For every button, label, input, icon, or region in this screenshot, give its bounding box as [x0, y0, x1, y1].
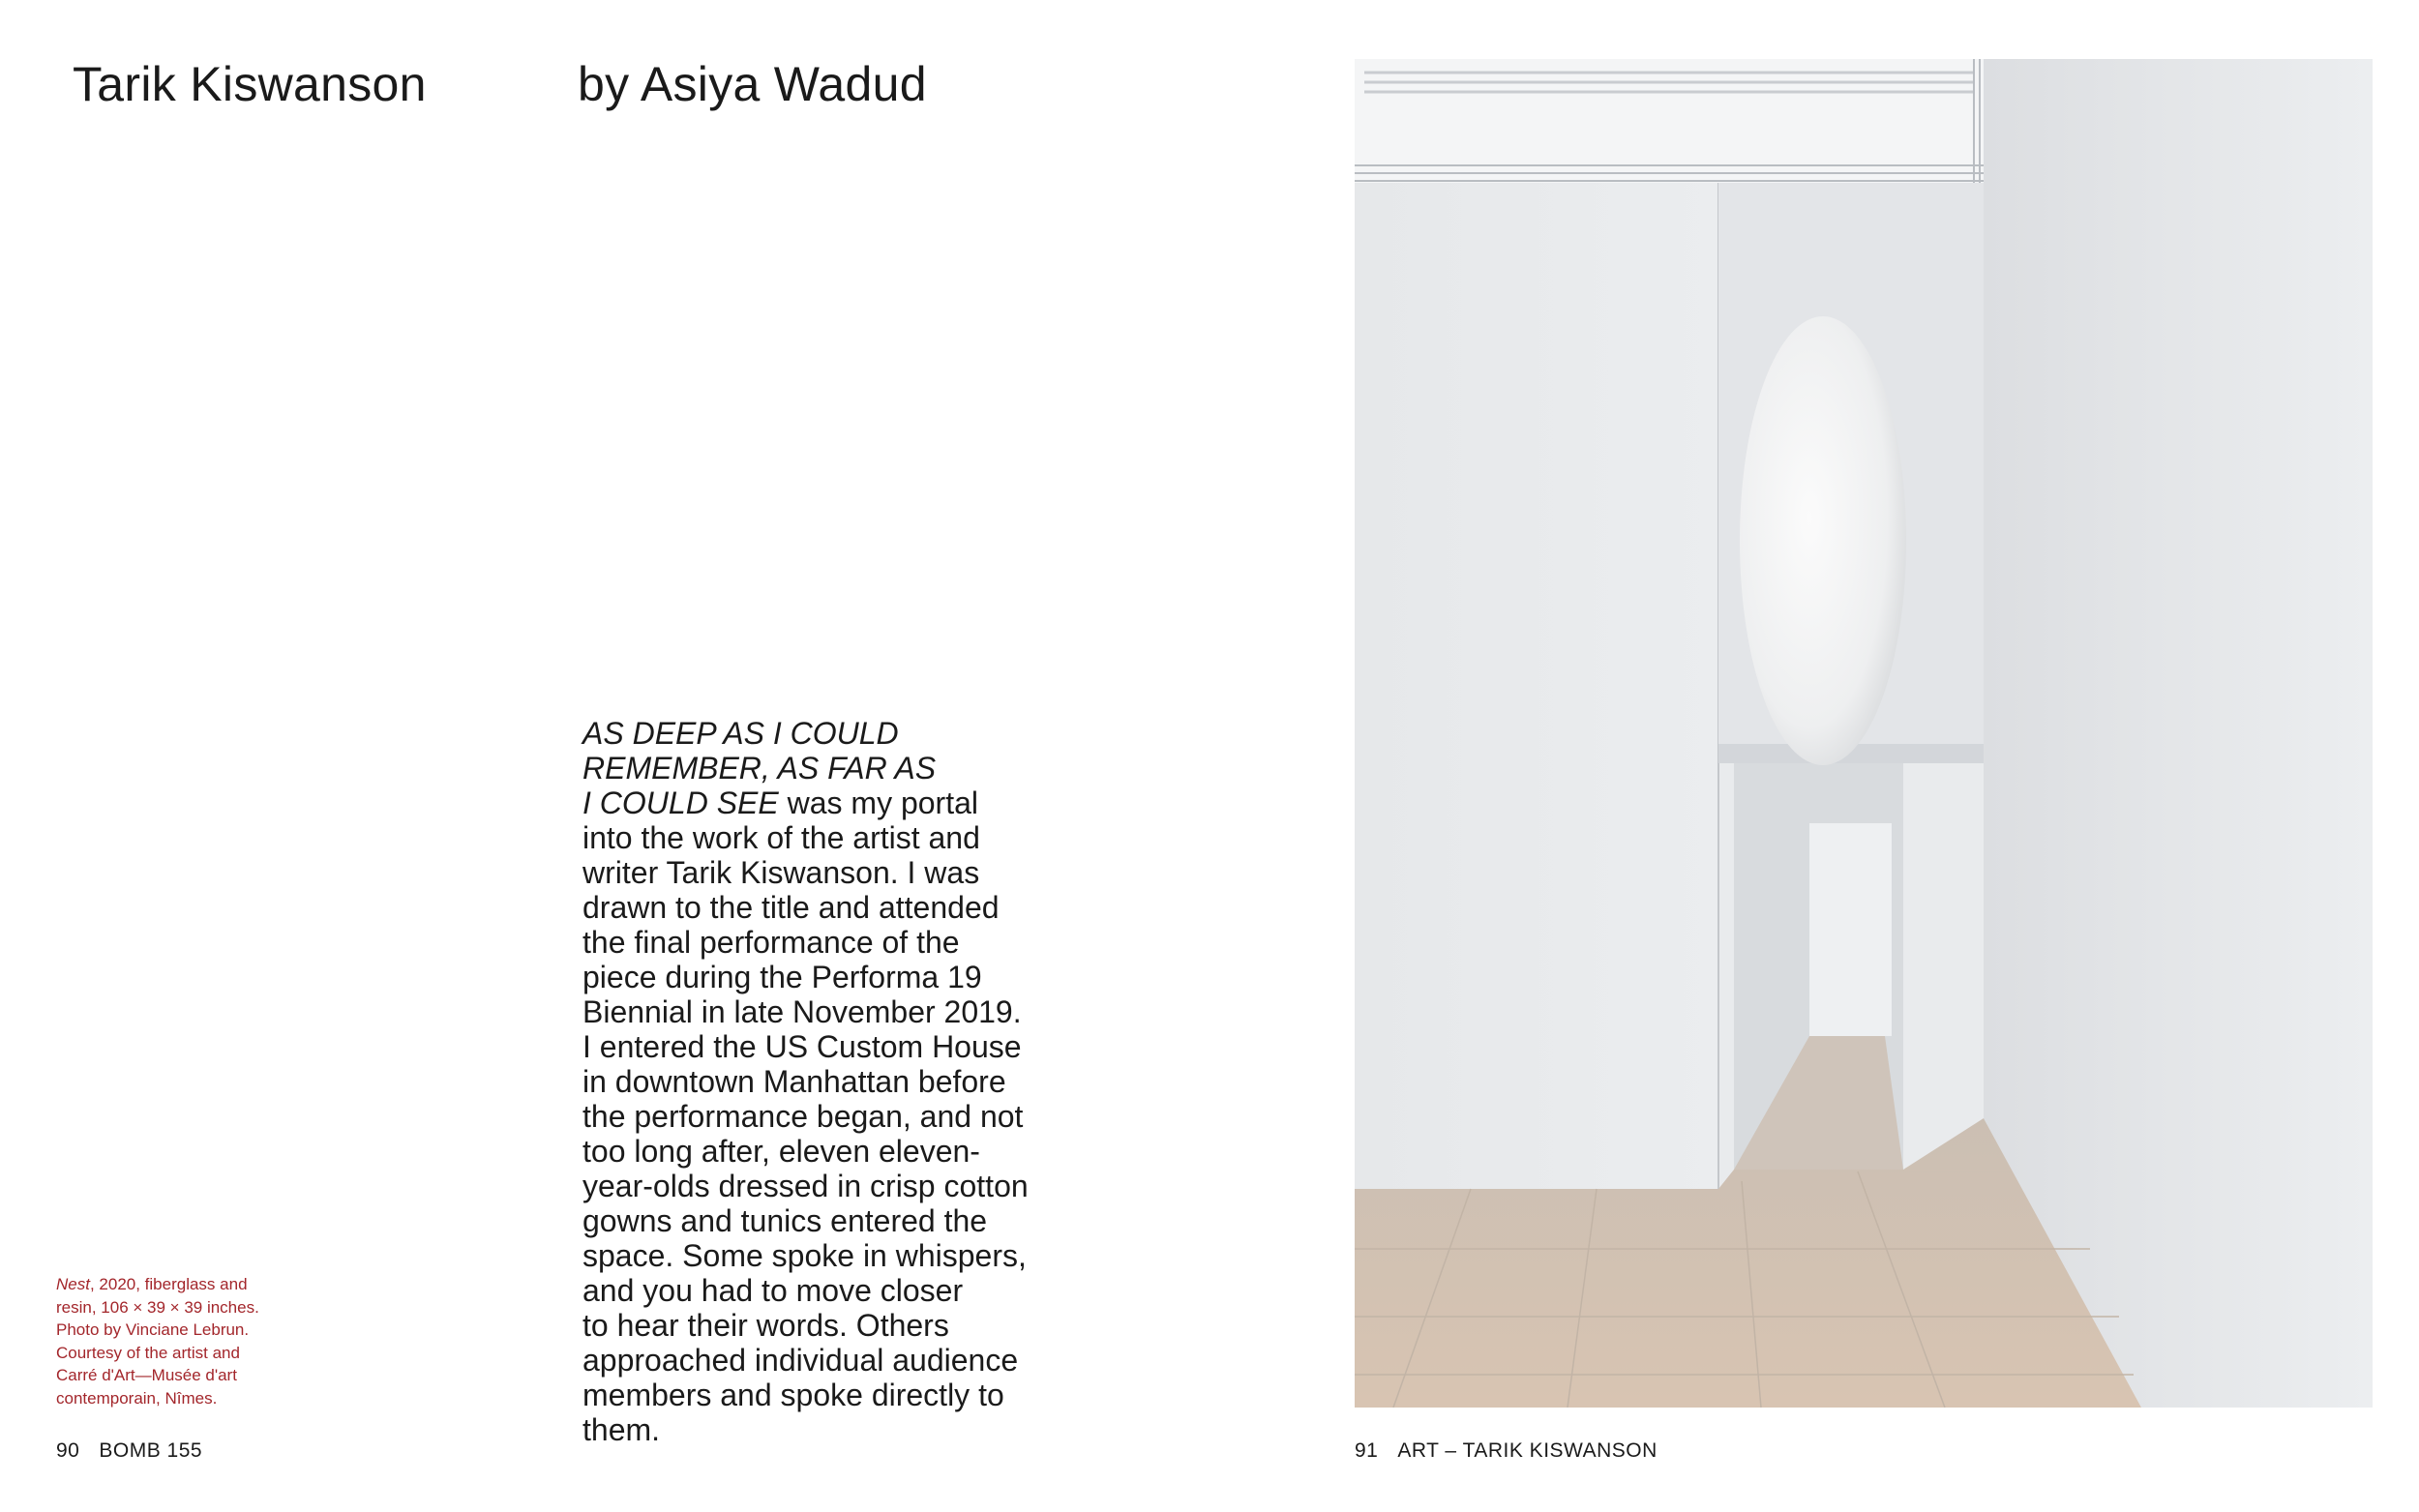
right-wall: [1984, 59, 2373, 1408]
body-line: and you had to move closer: [582, 1273, 964, 1308]
body-line: piece during the Performa 19: [582, 960, 982, 994]
caption-work-title: Nest: [56, 1275, 90, 1293]
body-line: the final performance of the: [582, 925, 960, 960]
caption-line: Courtesy of the artist and: [56, 1343, 240, 1362]
image-caption: [56, 1273, 308, 1409]
body-line: the performance began, and not: [582, 1099, 1024, 1134]
caption-line: resin, 106 × 39 × 39 inches.: [56, 1297, 259, 1317]
body-line: space. Some spoke in whispers,: [582, 1238, 1027, 1273]
gallery-photo-illustration: [1355, 59, 2373, 1408]
body-line: writer Tarik Kiswanson. I was: [582, 855, 980, 890]
lead-line-2: REMEMBER, AS FAR AS: [582, 751, 937, 786]
caption-line: Carré d'Art—Musée d'art: [56, 1366, 237, 1384]
right-page-number: 91: [1355, 1439, 1379, 1462]
article-byline: by Asiya Wadud: [578, 57, 927, 111]
caption-line: Photo by Vinciane Lebrun.: [56, 1320, 250, 1339]
left-wall: [1355, 183, 1718, 1189]
lead-line-1: AS DEEP AS I COULD: [582, 716, 899, 751]
body-line: too long after, eleven eleven-: [582, 1134, 980, 1169]
ceiling: [1355, 59, 1984, 183]
body-line: in downtown Manhattan before: [582, 1064, 1006, 1099]
body-line: approached individual audience: [582, 1343, 1019, 1378]
body-line: gowns and tunics entered the: [582, 1203, 988, 1238]
body-line: year-olds dressed in crisp cotton: [582, 1169, 1029, 1203]
body-line: drawn to the title and attended: [582, 890, 1000, 925]
caption-line: , 2020, fiberglass and: [89, 1275, 248, 1293]
body-line: Biennial in late November 2019.: [582, 994, 1022, 1029]
body-line: into the work of the artist and: [582, 820, 980, 855]
nest-sculpture: [1740, 316, 1906, 765]
first-line-rest: was my portal: [778, 786, 978, 820]
caption-line: contemporain, Nîmes.: [56, 1388, 218, 1408]
body-line: I entered the US Custom House: [582, 1029, 1022, 1064]
left-page-number: 90: [56, 1439, 80, 1462]
right-folio: [1355, 1439, 1657, 1463]
article-body: [582, 716, 1124, 1447]
left-folio: [56, 1439, 202, 1463]
gallery-photo: [1355, 59, 2373, 1408]
body-line: members and spoke directly to: [582, 1378, 1004, 1412]
lead-line-3: I COULD SEE: [582, 786, 779, 820]
far-doorway: [1809, 823, 1892, 1036]
body-line: them.: [582, 1412, 661, 1447]
right-folio-label: ART – TARIK KISWANSON: [1397, 1439, 1657, 1462]
article-title: Tarik Kiswanson: [73, 57, 427, 111]
left-folio-label: BOMB 155: [99, 1439, 203, 1462]
body-line: to hear their words. Others: [582, 1308, 949, 1343]
